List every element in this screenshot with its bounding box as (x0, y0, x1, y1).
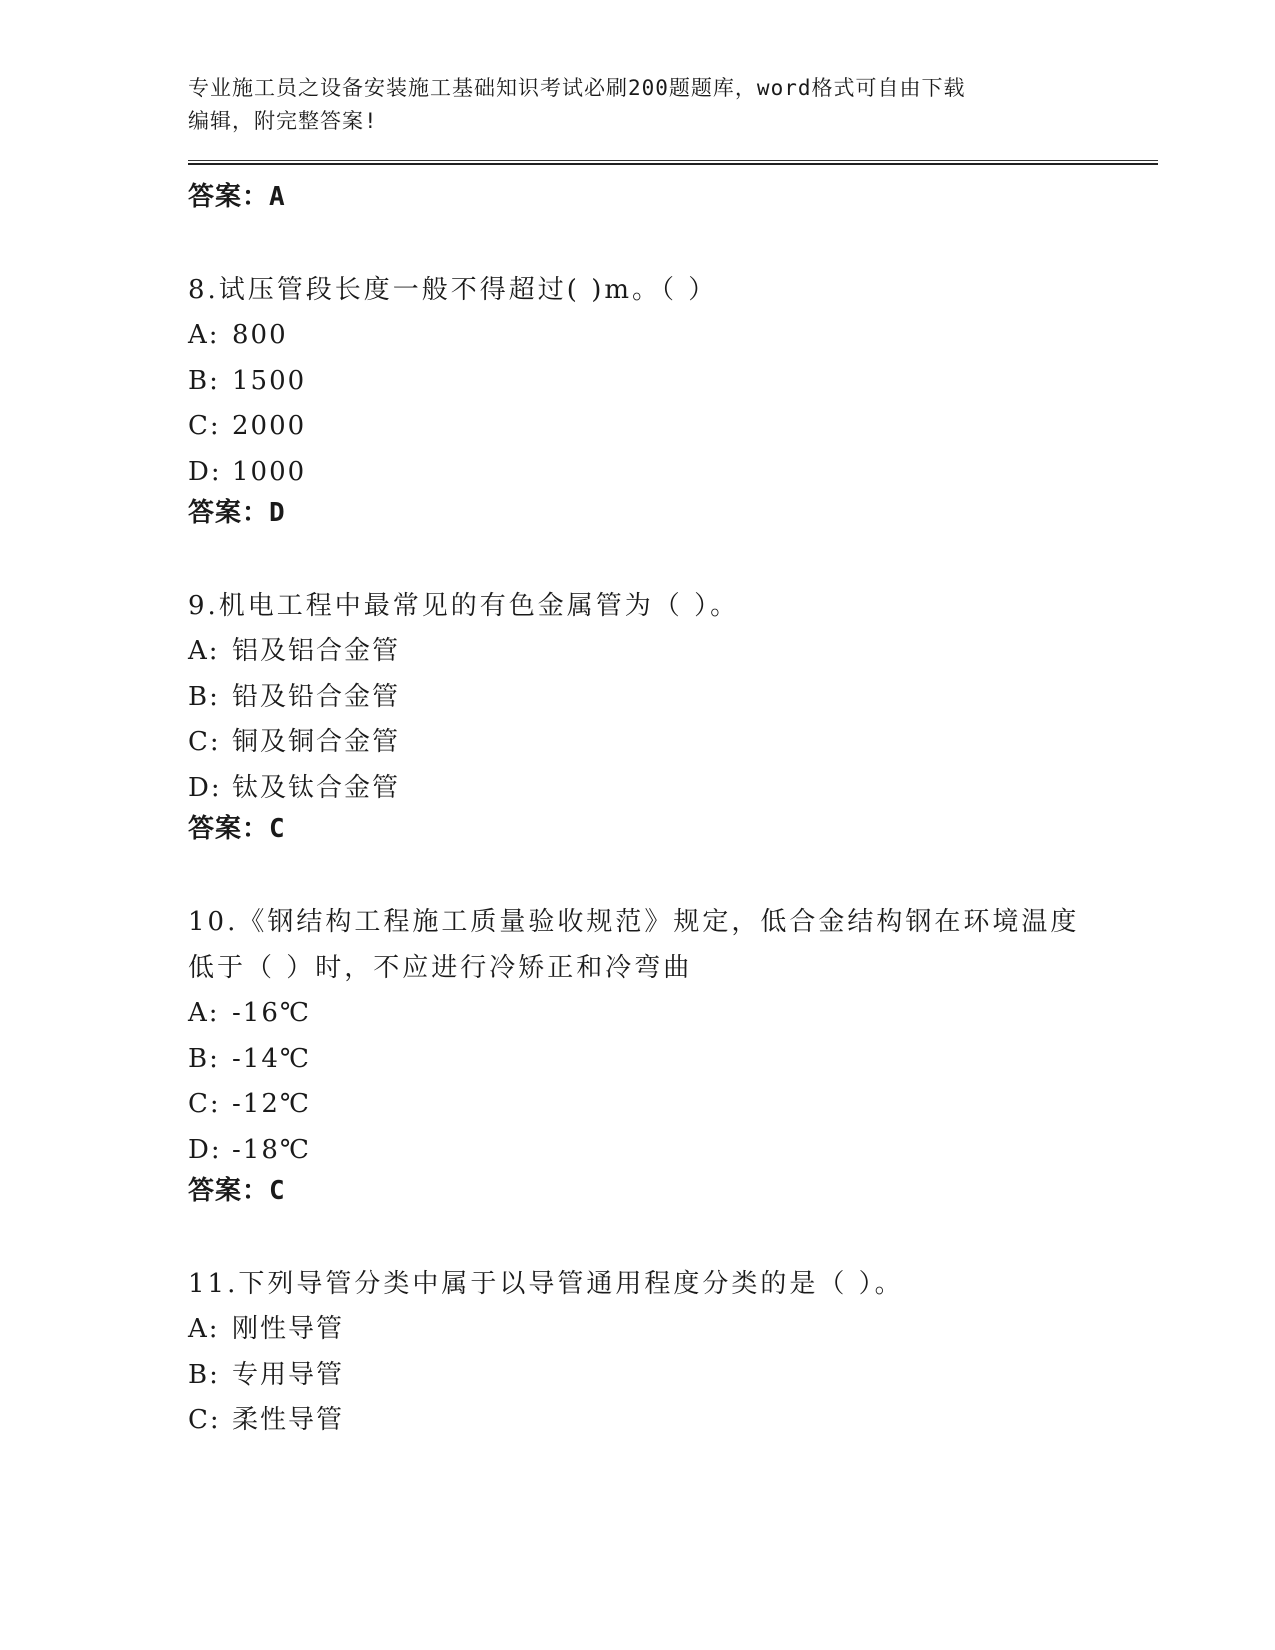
option-value: 钛及钛合金管 (232, 772, 401, 803)
header-title-line-1: 专业施工员之设备安装施工基础知识考试必刷200题题库，word格式可自由下载 (188, 76, 966, 100)
option-label: A: (188, 1314, 220, 1344)
option-b (188, 1037, 1158, 1083)
option-label: B: (188, 365, 220, 396)
option-value: -14℃ (232, 1043, 311, 1074)
document-page (188, 72, 1158, 1444)
option-value: 铝及铝合金管 (232, 636, 401, 666)
option-b (188, 1353, 1158, 1399)
option-value: 800 (232, 320, 288, 350)
option-value: 刚性导管 (232, 1314, 345, 1344)
option-label: C: (188, 1405, 221, 1435)
document-header (188, 72, 1068, 138)
option-value: 1000 (232, 456, 307, 487)
option-label: C: (188, 1089, 221, 1119)
option-label: B: (188, 681, 220, 712)
header-divider-inner (188, 163, 1158, 165)
option-c (188, 1082, 1158, 1128)
option-label: C: (188, 411, 221, 441)
option-label: D: (188, 1134, 222, 1165)
option-value: 2000 (232, 411, 307, 441)
option-value: -18℃ (232, 1134, 311, 1165)
option-label: A: (188, 636, 220, 666)
question-text: 11.下列导管分类中属于以导管通用程度分类的是（ ）。 (188, 1269, 904, 1299)
question-9 (188, 583, 1158, 847)
option-c (188, 720, 1158, 766)
option-value: -12℃ (232, 1089, 311, 1119)
answer-line: 答案：A (188, 182, 286, 212)
question-10 (188, 899, 1158, 1209)
option-a (188, 1307, 1158, 1353)
option-label: B: (188, 1043, 220, 1074)
option-a (188, 629, 1158, 675)
option-label: C: (188, 727, 221, 757)
option-label: B: (188, 1359, 220, 1390)
option-b (188, 675, 1158, 721)
answer-line: 答案：C (188, 814, 286, 844)
option-value: 柔性导管 (232, 1405, 345, 1435)
option-a (188, 313, 1158, 359)
option-label: D: (188, 456, 222, 487)
option-value: 铜及铜合金管 (232, 727, 401, 757)
option-label: A: (188, 998, 220, 1028)
question-text: 9.机电工程中最常见的有色金属管为（ ）。 (188, 591, 740, 621)
option-value: 专用导管 (232, 1359, 345, 1390)
option-label: A: (188, 320, 220, 350)
option-value: -16℃ (232, 998, 311, 1028)
option-c (188, 404, 1158, 450)
option-c (188, 1398, 1158, 1444)
question-8 (188, 267, 1158, 531)
question-text: 8.试压管段长度一般不得超过( )m。（ ） (188, 275, 718, 305)
header-divider (188, 160, 1158, 165)
option-value: 铅及铅合金管 (232, 681, 401, 712)
option-d (188, 450, 1158, 496)
option-d (188, 766, 1158, 812)
answer-line: 答案：D (188, 498, 286, 528)
question-text-line-2: 低于（ ）时，不应进行冷矫正和冷弯曲 (188, 953, 693, 983)
answer-line: 答案：C (188, 1176, 286, 1206)
option-d (188, 1128, 1158, 1174)
question-11 (188, 1261, 1158, 1444)
question-text-line-1: 10.《钢结构工程施工质量验收规范》规定，低合金结构钢在环境温度 (188, 907, 1080, 937)
option-a (188, 991, 1158, 1037)
option-b (188, 359, 1158, 405)
option-label: D: (188, 772, 222, 803)
header-title-line-2: 编辑，附完整答案! (188, 109, 378, 133)
option-value: 1500 (232, 365, 307, 396)
